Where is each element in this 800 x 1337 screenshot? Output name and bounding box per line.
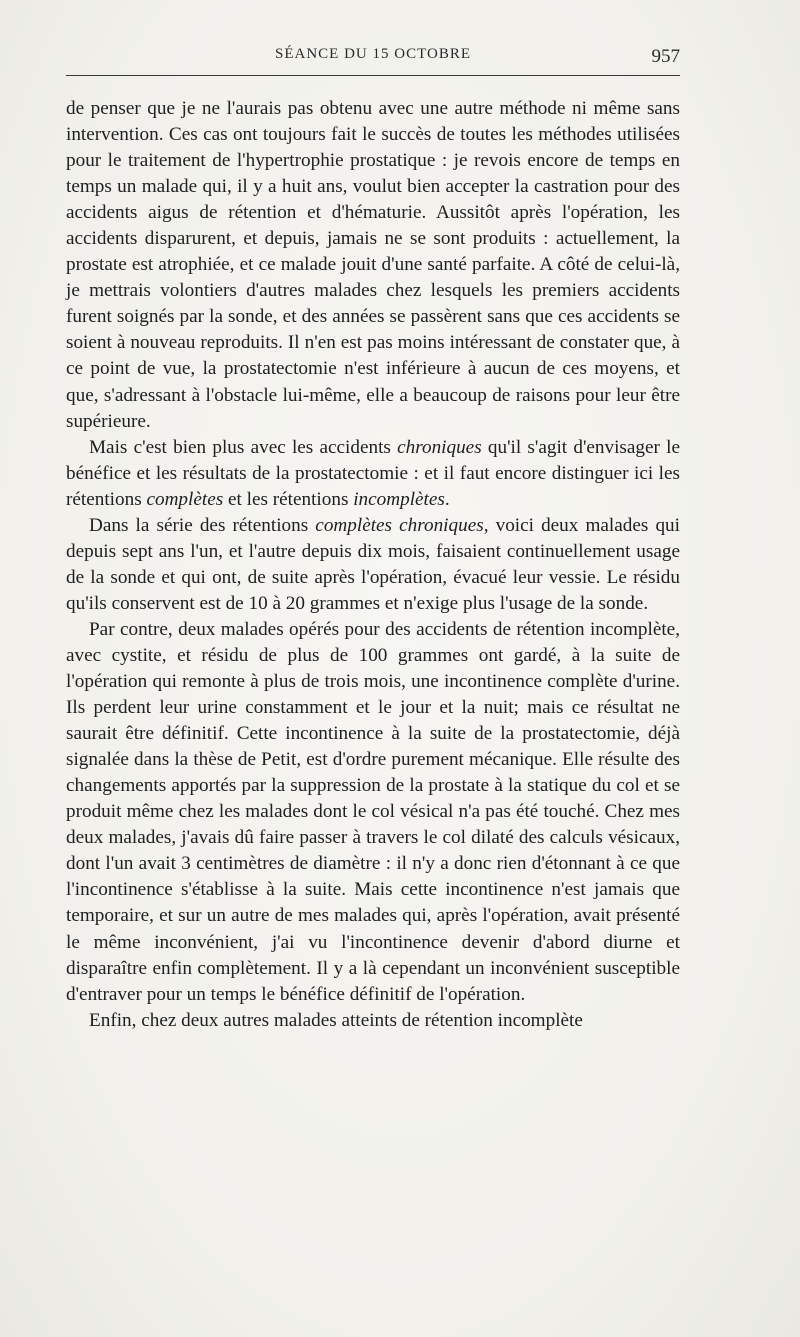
header-rule — [66, 75, 680, 76]
paragraph — [66, 617, 680, 1008]
italic-text: complètes chroniques — [315, 514, 484, 536]
body-text — [66, 96, 680, 1034]
paragraph — [66, 435, 680, 513]
italic-text: chroniques — [397, 436, 482, 458]
text-run: Enfin, chez deux autres malades atteints de rétention incomplète — [89, 1009, 583, 1031]
paragraph — [66, 96, 680, 435]
paragraph — [66, 513, 680, 617]
page-header — [66, 46, 680, 70]
italic-text: complètes — [146, 488, 224, 510]
text-run: et les rétentions — [223, 488, 354, 510]
text-run: Dans la série des rétentions — [89, 514, 316, 536]
page-number: 957 — [651, 46, 680, 67]
italic-text: incomplètes — [353, 488, 445, 510]
paragraph — [66, 1008, 680, 1034]
text-run: Par contre, deux malades opérés pour des accidents de rétention incomplète, avec cystite, et résidu de plus de 100 grammes ont gardé, à la suite de l'opération qui remonte à plus de trois mois, une incontinence complète d'urine. Ils perdent leur urine constamment et le jour et la nuit; mais ce résultat ne saurait être définitif. Cette incontinence à la suite de la prostatectomie, déjà signalée dans la thèse de Petit, est d'ordre purement mécanique. Elle résulte des changements apportés par la suppression de la prostate à la statique du col et se produit même chez les malades dont le col vésical n'a pas été touché. Chez mes deux malades, j'avais dû faire passer à travers le col dilaté des calculs vésicaux, dont l'un avait 3 centimètres de diamètre : il n'y a donc rien d'étonnant à ce que l'incontinence s'établisse à la suite. Mais cette incontinence n'est jamais que temporaire, et sur un autre de mes malades qui, après l'opération, avait présenté le même inconvénient, j'ai vu l'incontinence devenir d'abord diurne et disparaître enfin complètement. Il y a là cependant un inconvénient susceptible d'entraver pour un temps le bénéfice définitif de l'opération. — [66, 618, 680, 1005]
text-run: Mais c'est bien plus avec les accidents — [89, 436, 398, 458]
text-run: de penser que je ne l'aurais pas obtenu avec une autre méthode ni même sans intervention. Ces cas ont toujours fait le succès de toutes les méthodes utilisées pour le traitement de l'hypertrophie prostatique : je revois encore de temps en temps un malade qui, il y a huit ans, voulut bien accepter la castration pour des accidents aigus de rétention et d'hématurie. Aussitôt après l'opération, les accidents disparurent, et depuis, jamais ne se sont produits : actuellement, la prostate est atrophiée, et ce malade jouit d'une santé parfaite. A côté de celui-là, je mettrais volontiers d'autres malades chez lesquels les premiers accidents furent soignés par la sonde, et des années se passèrent sans que ces accidents se soient à nouveau reproduits. Il n'en est pas moins intéressant de constater que, à ce point de vue, la prostatectomie n'est inférieure à aucun de ces moyens, et que, s'adressant à l'obstacle lui-même, elle a beaucoup de raisons pour leur être supérieure. — [66, 98, 680, 432]
text-run: , voici deux malades qui depuis sept ans l'un, et l'autre depuis dix mois, faisaient continuellement usage de la sonde et qui ont, de suite après l'opération, évacué leur vessie. Le résidu qu'ils conservent est de 10 à 20 grammes et n'exige plus l'usage de la sonde. — [66, 514, 680, 614]
text-run: qu'il s'agit d'envisager le bénéfice et les résultats de la prostatectomie : et il faut encore distinguer ici les rétentions — [66, 436, 680, 510]
running-head: SÉANCE DU 15 OCTOBRE — [275, 46, 471, 62]
text-run: . — [444, 488, 450, 510]
